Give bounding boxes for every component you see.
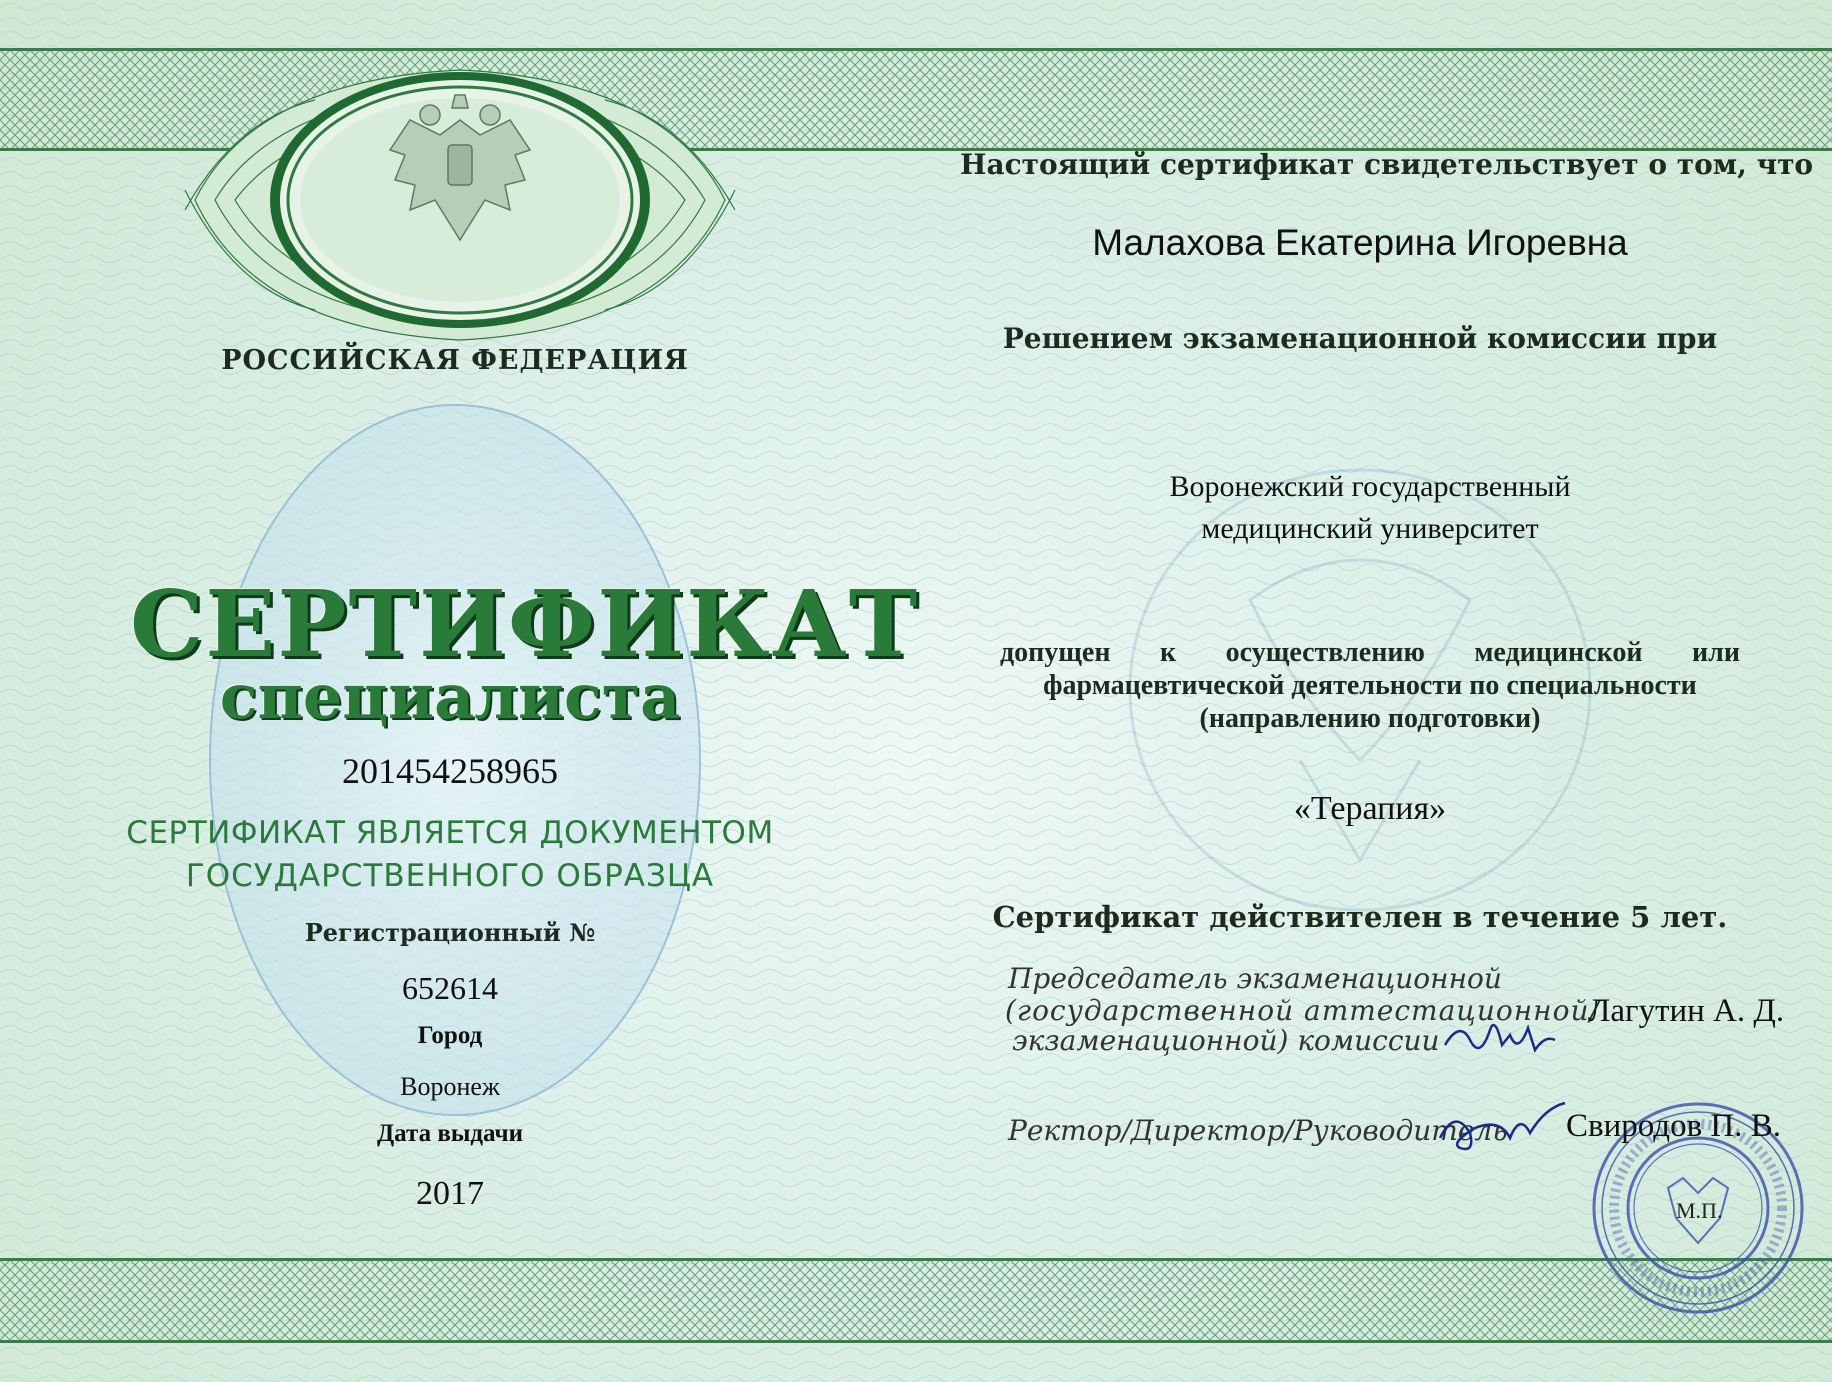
decision-text: Решением экзаменационной комиссии при: [1002, 322, 1718, 355]
intro-text: Настоящий сертификат свидетельствует о том, что: [960, 148, 1814, 181]
validity-text: Сертификат действителен в течение 5 лет.: [992, 900, 1728, 934]
city-label: Город: [417, 1022, 483, 1049]
issue-date-value: 2017: [416, 1175, 484, 1212]
admission-line1: допущен к осуществлению медицинской или: [1000, 637, 1740, 668]
university-line2: медицинский университет: [1201, 512, 1539, 545]
registration-label: Регистрационный №: [304, 918, 596, 947]
issue-date-label: Дата выдачи: [376, 1120, 524, 1147]
holder-name: Малахова Екатерина Игоревна: [1092, 222, 1628, 263]
rector-signature-icon: [1430, 1098, 1570, 1168]
double-headed-eagle-icon: [370, 90, 550, 260]
country-name: РОССИЙСКАЯ ФЕДЕРАЦИЯ: [221, 345, 689, 376]
chairman-label-line1: Председатель экзаменационной: [1008, 962, 1502, 995]
city-value: Воронеж: [400, 1072, 500, 1101]
chairman-label-line2: (государственной аттестационной/: [1005, 994, 1600, 1027]
specialty-name: «Терапия»: [1293, 790, 1447, 827]
rector-label: Ректор/Директор/Руководитель: [1008, 1114, 1508, 1147]
document-status-line2: ГОСУДАРСТВЕННОГО ОБРАЗЦА: [185, 858, 715, 894]
registration-number: 652614: [402, 970, 498, 1006]
certificate-subtitle: специалиста: [219, 660, 681, 733]
seal-place-mark: М.П.: [1676, 1198, 1723, 1223]
rector-name: Свиродов П. В.: [1566, 1108, 1782, 1144]
certificate-title: СЕРТИФИКАТ: [130, 570, 920, 678]
chairman-signature-icon: [1440, 1010, 1560, 1070]
university-line1: Воронежский государственный: [1169, 470, 1571, 503]
document-status-line1: СЕРТИФИКАТ ЯВЛЯЕТСЯ ДОКУМЕНТОМ: [126, 815, 774, 851]
admission-line2: фармацевтической деятельности по специальности: [1043, 670, 1697, 701]
certificate-number: 201454258965: [342, 751, 558, 791]
chairman-name: Лагутин А. Д.: [1588, 993, 1785, 1029]
admission-line3: (направлению подготовки): [1199, 703, 1541, 734]
chairman-label-line3: экзаменационной) комиссии: [1012, 1024, 1440, 1057]
